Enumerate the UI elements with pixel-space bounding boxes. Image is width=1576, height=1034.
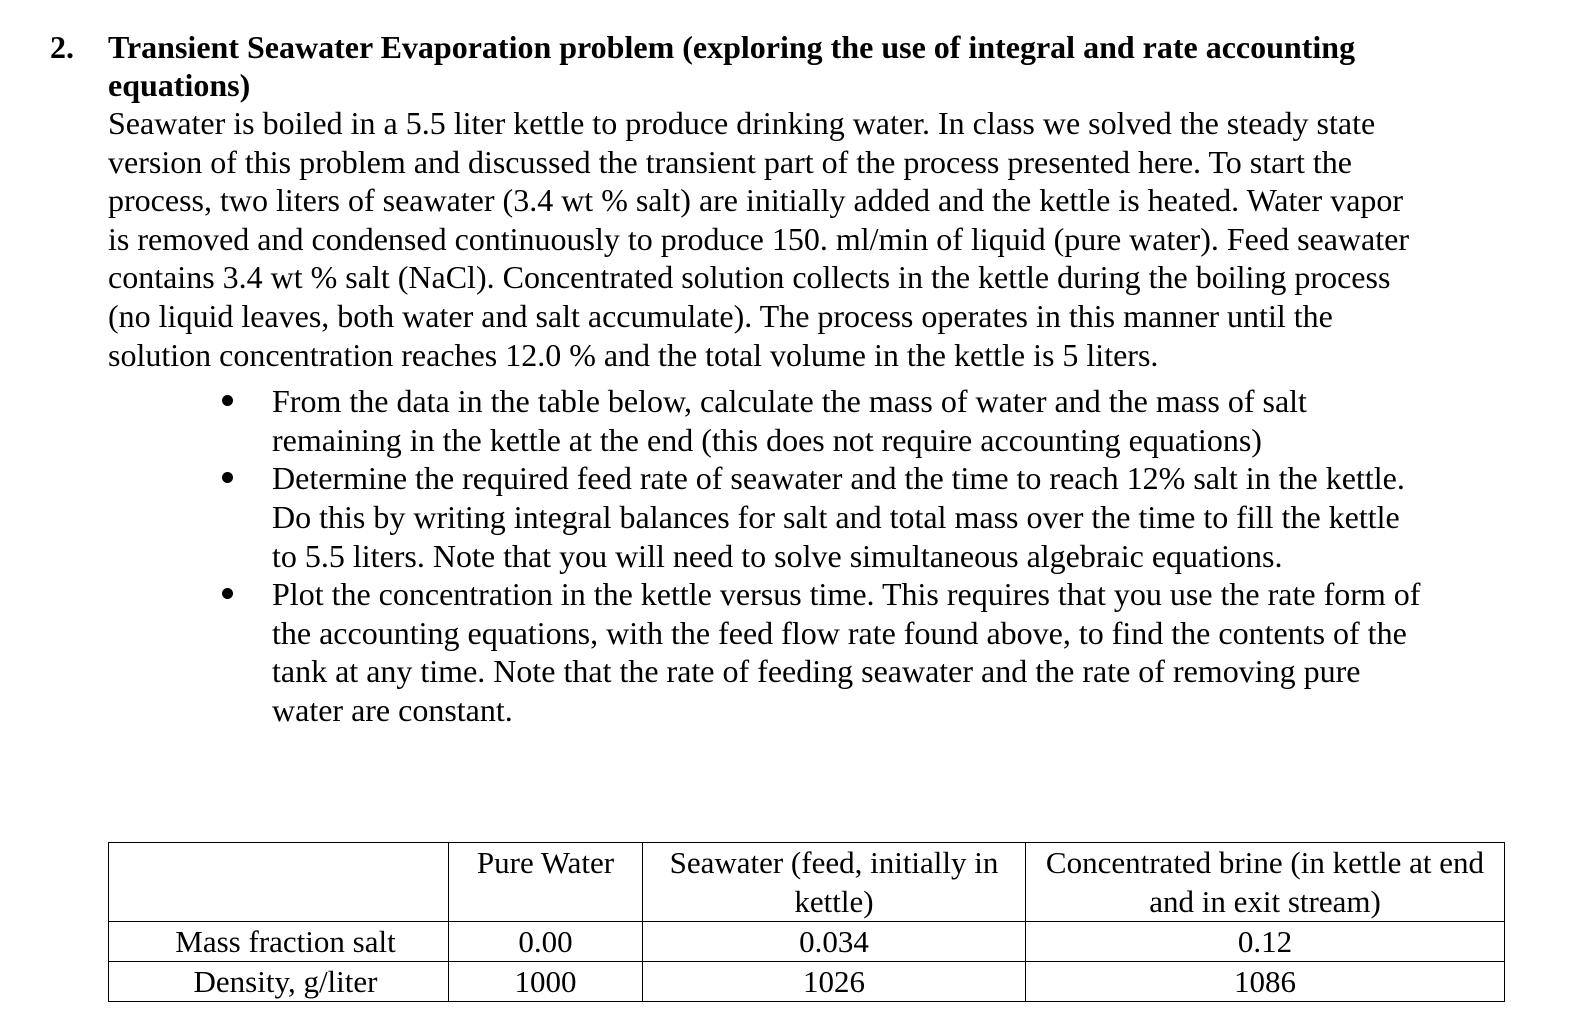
bullet-icon bbox=[50, 459, 272, 575]
table-cell: 1000 bbox=[449, 962, 643, 1002]
task-item bbox=[50, 575, 1530, 729]
bullet-icon bbox=[50, 575, 272, 729]
table-cell: 0.034 bbox=[643, 922, 1026, 962]
table-header-cell: Seawater (feed, initially in kettle) bbox=[643, 843, 1026, 922]
table-cell: 0.00 bbox=[449, 922, 643, 962]
table-cell: 1026 bbox=[643, 962, 1026, 1002]
table-row bbox=[109, 962, 1505, 1002]
table-cell: 1086 bbox=[1026, 962, 1505, 1002]
table-cell: 0.12 bbox=[1026, 922, 1505, 962]
problem-intro: Seawater is boiled in a 5.5 liter kettle to produce drinking water. In class we solved the steady state version of this problem and discussed the transient part of the process presented here. To start the process, two liters of seawater (3.4 wt % salt) are initially added and the kettle is heated. Water vapor is removed and condensed continuously to produce 150. ml/min of liquid (pure water). Feed seawater contains 3.4 wt % salt (NaCl). Concentrated solution collects in the kettle during the boiling process (no liquid leaves, both water and salt accumulate). The process operates in this manner until the solution concentration reaches 12.0 % and the total volume in the kettle is 5 liters. bbox=[108, 105, 1409, 373]
problem-heading bbox=[50, 28, 1530, 104]
table-header-cell: Concentrated brine (in kettle at end and in exit stream) bbox=[1026, 843, 1505, 922]
table-header-cell bbox=[109, 843, 449, 922]
table-row bbox=[109, 922, 1505, 962]
problem-number: 2. bbox=[50, 29, 74, 65]
task-item bbox=[50, 459, 1530, 575]
problem-block bbox=[50, 28, 1530, 730]
task-text: From the data in the table below, calculate the mass of water and the mass of salt remaining in the kettle at the end (this does not require accounting equations) bbox=[272, 383, 1307, 458]
task-text: Determine the required feed rate of seawater and the time to reach 12% salt in the kettle. Do this by writing integral balances for salt and total mass over the time to fill the kettle to 5.5 liters. Note that you will need to solve simultaneous algebraic equations. bbox=[272, 460, 1405, 574]
bullet-icon bbox=[50, 382, 272, 459]
property-table bbox=[108, 842, 1505, 1002]
table-header-row bbox=[109, 843, 1505, 922]
problem-title: Transient Seawater Evaporation problem (exploring the use of integral and rate accounting equations) bbox=[108, 29, 1356, 103]
table-header-cell: Pure Water bbox=[449, 843, 643, 922]
task-item bbox=[50, 382, 1530, 459]
task-list bbox=[50, 382, 1530, 729]
row-label: Mass fraction salt bbox=[109, 922, 449, 962]
task-text: Plot the concentration in the kettle versus time. This requires that you use the rate form of the accounting equations, with the feed flow rate found above, to find the contents of the tank at any time. Note that the rate of feeding seawater and the rate of removing pure water are constant. bbox=[272, 576, 1421, 728]
row-label: Density, g/liter bbox=[109, 962, 449, 1002]
